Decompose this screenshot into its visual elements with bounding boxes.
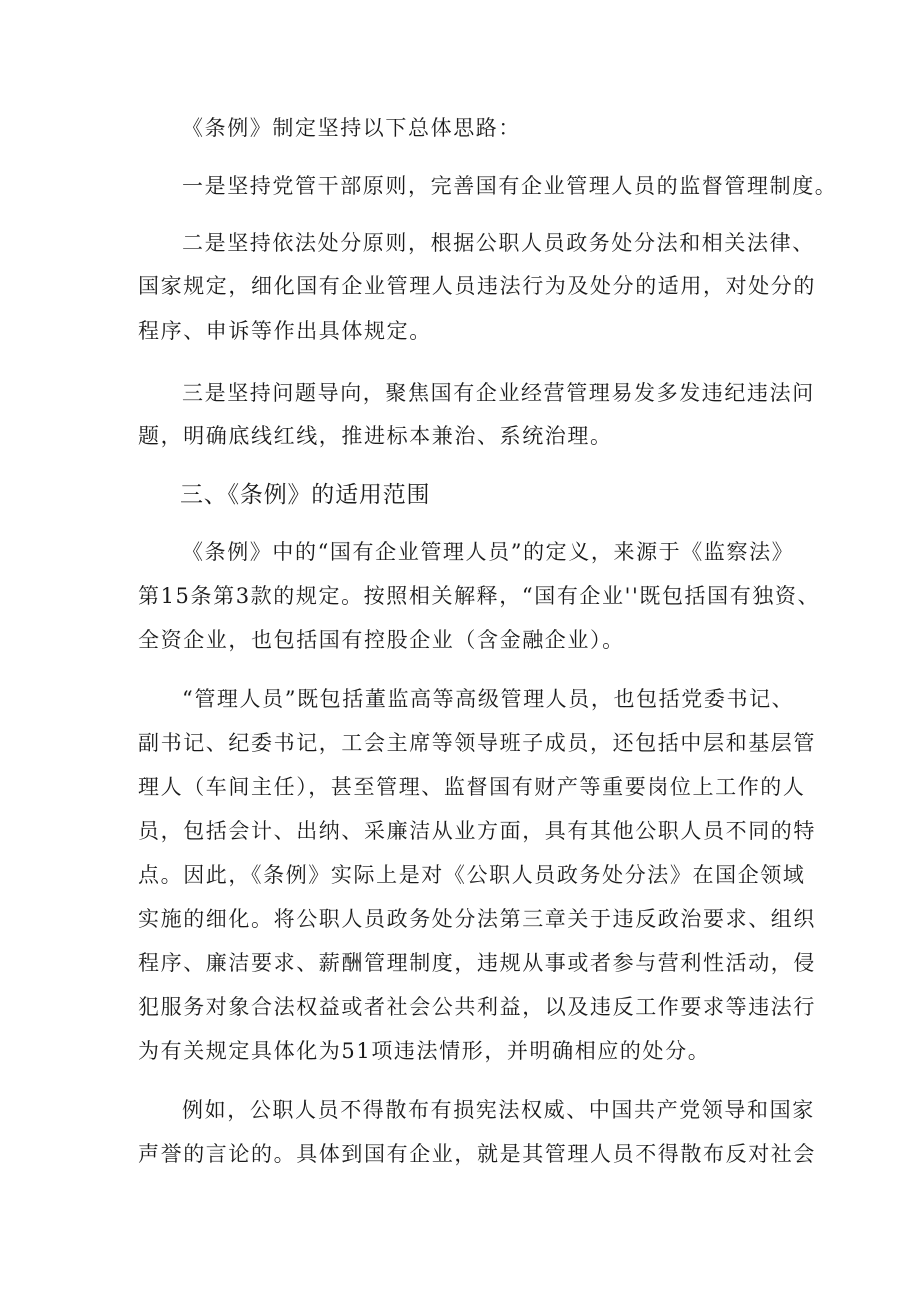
text-line: 三是坚持问题导向，聚焦国有企业经营管理易发多发违纪违法问	[182, 381, 815, 405]
text-line: 员，包括会计、出纳、采廉洁从业方面，具有其他公职人员不同的特	[138, 819, 816, 843]
intro-paragraph: 《条例》制定坚持以下总体思路：	[182, 116, 521, 140]
text-line: “管理人员”既包括董监高等高级管理人员，也包括党委书记、	[182, 687, 795, 711]
text-line: 副书记、纪委书记，工会主席等领导班子成员，还包括中层和基层管	[138, 731, 816, 755]
text-line: 题，明确底线红线，推进标本兼治、系统治理。	[138, 424, 613, 448]
text-line: 二是坚持依法处分原则，根据公职人员政务处分法和相关法律、	[182, 231, 815, 255]
text-line: 国家规定，细化国有企业管理人员违法行为及处分的适用，对处分的	[138, 274, 816, 298]
text-line: 犯服务对象合法权益或者社会公共利益，以及违反工作要求等违法行	[138, 995, 816, 1019]
text-line: 声誉的言论的。具体到国有企业，就是其管理人员不得散布反对社会	[138, 1142, 816, 1166]
text-line: 理人（车间主任），甚至管理、监督国有财产等重要岗位上工作的人	[138, 775, 806, 799]
text-line: 点。因此，《条例》实际上是对《公职人员政务处分法》在国企领域	[138, 863, 806, 887]
section-heading: 三、《条例》的适用范围	[180, 482, 431, 508]
text-line: 例如，公职人员不得散布有损宪法权威、中国共产党领导和国家	[182, 1098, 815, 1122]
text-line: 实施的细化。将公职人员政务处分法第三章关于违反政治要求、组织	[138, 907, 816, 931]
point-one-paragraph: 一是坚持党管干部原则，完善国有企业管理人员的监督管理制度。	[182, 174, 838, 198]
text-line: 全资企业，也包括国有控股企业（含金融企业）。	[138, 628, 625, 652]
text-line: 第15条第3款的规定。按照相关解释，“国有企业''既包括国有独资、	[138, 584, 821, 608]
text-line: 《条例》中的“国有企业管理人员”的定义，来源于《监察法》	[182, 540, 795, 564]
text-line: 程序、申诉等作出具体规定。	[138, 319, 432, 343]
text-line: 为有关规定具体化为51项违法情形，并明确相应的处分。	[138, 1039, 711, 1063]
text-line: 程序、廉洁要求、薪酬管理制度，违规从事或者参与营利性活动，侵	[138, 951, 816, 975]
